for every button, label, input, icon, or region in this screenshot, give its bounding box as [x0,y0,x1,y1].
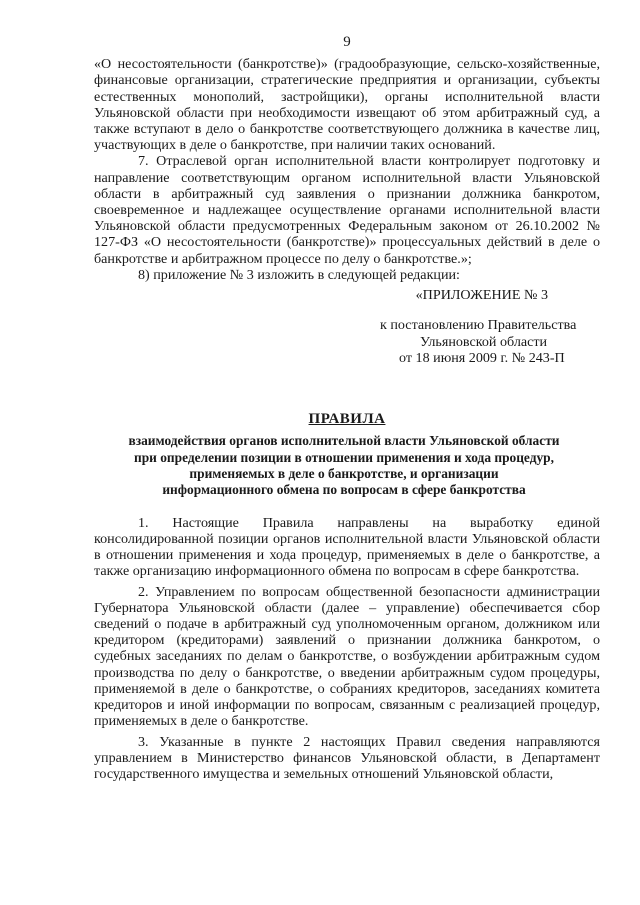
rules-title: ПРАВИЛА [308,411,386,428]
attachment-reference [380,317,600,367]
item-8-paragraph: 8) приложение № 3 изложить в следующей редакции: [138,266,460,283]
rules-subtitle-line: при определении позиции в отношении применения и хода процедур, [134,449,554,465]
page-number: 9 [343,34,351,50]
item-7-paragraph: 7. Отраслевой орган исполнительной власти контролирует подготовку и направление соответствующим органом исполнительной власти Ульяновской области в арбитражный суд заявления о признании должника банкротом, своевременное и надлежащее осуществление органами исполнительной власти Ульяновской области предусмотренных Федеральным законом от 26.10.2002 № 127-ФЗ «О несостоятельности (банкротстве)» процессуальных действий в деле о банкротстве и арбитражном процессе по делу о банкротстве.»; [94,153,600,267]
rules-paragraph-1: 1. Настоящие Правила направлены на выработку единой консолидированной позиции органов исполнительной власти Ульяновской области в отношении применения и хода процедур, применяемых в деле о банкротстве, а также организацию информационного обмена по вопросам в сфере банкротства. [94,514,600,580]
rules-subtitle-line: взаимодействия органов исполнительной власти Ульяновской области [128,433,560,449]
rules-paragraph-2: 2. Управлением по вопросам общественной безопасности администрации Губернатора Ульяновской области (далее – управление) обеспечивается сбор сведений о подаче в арбитражный суд уполномоченным органом, должником или кредитором (кредиторами) заявлений о признании должника банкротом, о судебных заседаниях по делам о банкротстве, о возбуждении арбитражным судом производства по делу о банкротстве, о введении арбитражным судом процедуры, применяемой в деле о банкротстве, о собраниях кредиторов, заседаниях комитета кредиторов и иной информации по вопросам, связанным с реализацией процедур, применяемых в деле о банкротстве. [94,583,600,730]
continuation-paragraph: «О несостоятельности (банкротстве)» (градообразующие, сельско-хозяйственные, финансовые организации, стратегические предприятия и организации, субъекты естественных монополий, застройщики), органы исполнительной власти Ульяновской области при необходимости извещают об этом арбитражный суд, а также вступают в дело о банкротстве соответствующего должника в качестве лиц, участвующих в деле о банкротстве, при наличии таких оснований. [94,56,600,154]
reference-line-2: Ульяновской области [420,333,548,350]
rules-subtitle-line: применяемых в деле о банкротстве, и организации [189,466,499,482]
rules-subtitle [94,433,594,499]
reference-line-1: к постановлению Правительства [380,317,577,334]
rules-subtitle-line: информационного обмена по вопросам в сфере банкротства [162,482,526,498]
attachment-heading: «ПРИЛОЖЕНИЕ № 3 [415,287,548,304]
reference-line-3: от 18 июня 2009 г. № 243-П [399,350,565,367]
rules-paragraph-3: 3. Указанные в пункте 2 настоящих Правил сведения направляются управлением в Министерство финансов Ульяновской области, в Департамент государственного имущества и земельных отношений Ульяновской области, [94,733,600,782]
